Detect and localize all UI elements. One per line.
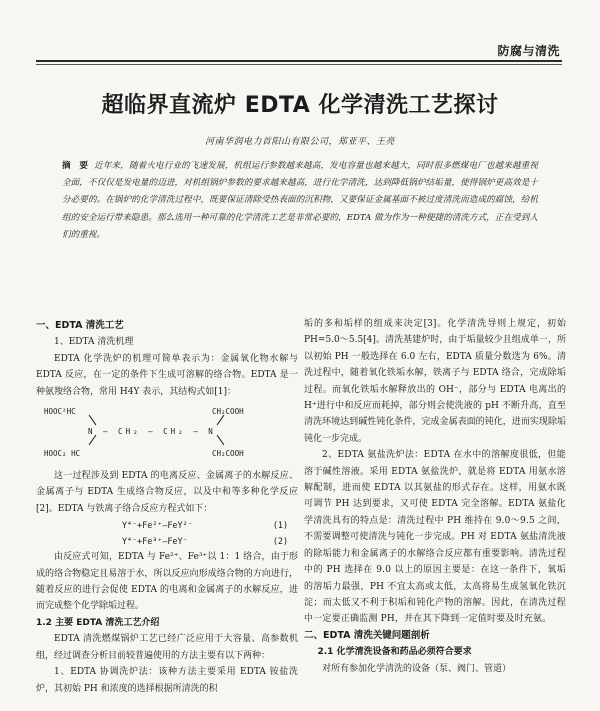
equation-1 — [36, 517, 298, 533]
formula-top-left: HOOC²HC — [44, 407, 76, 417]
paragraph: 2、EDTA 氨盐洗炉法：EDTA 在水中的溶解度很低，但能溶于碱性溶液。采用 EDTA 氨盐洗炉，就是将 EDTA 用氨水溶解配制，进而使 EDTA 以其氨盐的形式存在。这样，用氨水既可调节 PH 达到要求，又可使 EDTA 完全溶解。EDTA 氨盐化学清洗具有的特点是：清洗过程中 PH 维持在 9.0～9.5 之间，不需要调整可使清洗与钝化一步完成。PH 对 EDTA 氨盐清洗液的除垢能力和金属离子的水解络合反应都有重要影响。清洗过程中的 PH 选择在 9.0 以上的原因主要是：在这一条件下，氧垢的溶垢力最强，PH 不宜太高或太低，太高将易生成氢氧化铁沉淀；而太低又不利于积垢和钝化产物的溶解。因此，在清洗过程中一定要正确监测 PH，并在其下降到一定值时要及时充氨。 — [304, 450, 566, 625]
paragraph: 垢的多和垢样的组成来决定[3]。化学清洗导则上规定，初始 PH=5.0～5.5[4]。清洗基建炉时，由于垢量较少且组成单一，所以初始 PH 一般选择在 6.0 左右，EDTA 质量分数选为 6%。清洗过程中，随着氧化铁垢水解，铁离子与 EDTA 络合，完成除垢过程。而氧化铁垢水解释放出的 OH⁻，部分与 EDTA 电离出的 H⁺进行中和反应而耗掉，部分则会使洗液的 pH 不断升高，直至清洗环境达到碱性钝化条件，完成金属表面的钝化，进而实现除垢钝化一步完成。 — [304, 319, 566, 444]
subsection-heading-processes: 1.2 主要 EDTA 清洗工艺介绍 — [36, 617, 160, 628]
edta-structural-formula — [36, 402, 298, 464]
abstract-label: 摘 要 — [62, 161, 89, 171]
left-column — [36, 318, 298, 697]
page-title: 超临界直流炉 EDTA 化学清洗工艺探讨 — [101, 93, 499, 118]
header-rule-thin — [36, 64, 562, 65]
subsection-heading-mechanism: 1、EDTA 清洗机理 — [54, 337, 134, 348]
formula-bottom-right: CH₂COOH — [212, 449, 244, 459]
section-heading-1: 一、EDTA 清洗工艺 — [36, 320, 124, 331]
equation-2-body: Y⁴⁻+Fe³⁺—FeY⁻ — [122, 536, 188, 547]
paragraph: 由反应式可知，EDTA 与 Fe²⁺、Fe³⁺以 1：1 络合，由于形成的络合物稳定且易溶于水，所以反应向形成络合物的方向进行，随着反应的进行会促使 EDTA 的电离和金属离子的水解反应，进而完成整个化学除垢过程。 — [36, 552, 298, 612]
formula-top-right: CH₂COOH — [212, 407, 244, 417]
header-rule — [36, 60, 562, 62]
authors-line: 河南华润电力首阳山有限公司，郑亚平、王亮 — [204, 137, 395, 147]
paragraph: EDTA 化学洗炉的机理可简单表示为：金属氧化物水解与 EDTA 反应，在一定的条件下生成可溶解的络合物。EDTA 是一种氨羧络合物，常用 H4Y 表示，其结构式如[1]： — [36, 353, 298, 397]
equation-2 — [36, 533, 298, 549]
paragraph: 对所有参加化学清洗的设备（泵、阀门、管道） — [322, 663, 512, 674]
paragraph: 1、EDTA 协调洗炉法：该种方法主要采用 EDTA 铵盐洗炉，其初始 PH 和浓度的选择根据所清洗的积 — [36, 667, 298, 694]
abstract-text: 近年来，随着火电行业的飞速发展，机组运行参数越来越高，发电容量也越来越大，同时很多燃煤电厂也越来越重视全面，不仅仅是发电量的迈进，对机组锅炉参数的要求越来越高，进行化学清洗，达到降低锅炉结垢量，使得锅炉更高效是十分必要的。在锅炉的化学清洗过程中，既要保证清除受热表面的沉积物，又要保证金属基面不被过度清洗而造成的腐蚀，给机组的安全运行带来隐患。那么选用一种可靠的化学清洗工艺是非常必要的，EDTA 做为作为一种便捷的清洗方式，正在受到人们的重视。 — [62, 161, 538, 240]
section-heading-2: 二、EDTA 清洗关键问题剖析 — [304, 629, 430, 641]
abstract — [62, 158, 538, 244]
equation-2-number: (2) — [272, 536, 288, 547]
right-column — [304, 316, 566, 677]
formula-bottom-left: HOOC₂ HC — [44, 449, 81, 459]
subsection-heading-equipment: 2.1 化学清洗设备和药品必须符合要求 — [317, 647, 472, 658]
formula-backbone: N — CH₂ — CH₂ — N — [88, 427, 216, 437]
equation-1-body: Y⁴⁻+Fe²⁺—FeY²⁻ — [122, 520, 193, 531]
section-tag: 防腐与清洗 — [497, 44, 560, 58]
bond-line — [217, 435, 225, 445]
paragraph: 这一过程涉及到 EDTA 的电离反应、金属离子的水解反应、金属离子与 EDTA 生成络合物反应，以及中和等多种化学反应[2]。EDTA 与铁离子络合反应方程式如下： — [36, 471, 298, 514]
equation-1-number: (1) — [272, 520, 288, 531]
paragraph: EDTA 清洗燃煤锅炉工艺已经广泛应用于大容量、高参数机组，经过调查分析目前较普遍使用的方法主要有以下两种： — [36, 634, 298, 661]
